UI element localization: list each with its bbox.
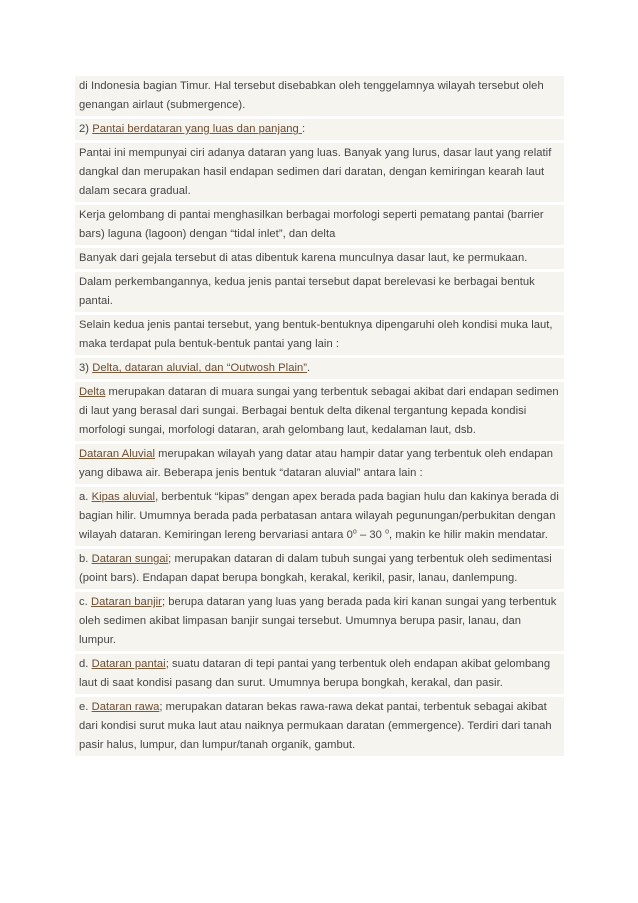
paragraph (75, 358, 564, 379)
paragraph (75, 654, 564, 694)
underlined-term: Pantai berdataran yang luas dan panjang (92, 123, 302, 135)
paragraph-text: e. (79, 701, 92, 713)
paragraph-text: , makin ke hilir makin mendatar. (389, 529, 548, 541)
underlined-term: Dataran pantai (91, 658, 166, 670)
paragraph-text: c. (79, 596, 91, 608)
paragraph-text: a. (79, 491, 92, 503)
paragraph (75, 205, 564, 245)
underlined-term: Dataran banjir (90, 596, 162, 608)
paragraph (75, 143, 564, 202)
paragraph (75, 487, 564, 546)
paragraph-text: , berbentuk “kipas” dengan apex berada pada bagian hulu dan kakinya berada di bagian hilir. Umumnya berada pada perbatasan antara wilayah pegunungan/perbukitan dengan wilayah dataran. Kemiringan lereng bervariasi antara 0 (79, 491, 559, 541)
paragraph-text: ; merupakan dataran di dalam tubuh sungai yang terbentuk oleh sedimentasi (point bars). Endapan dapat berupa bongkah, kerakal, kerikil, pasir, lanau, danlempung. (79, 553, 552, 584)
paragraph-text: merupakan wilayah yang datar atau hampir datar yang terbentuk oleh endapan yang dibawa air. Beberapa jenis bentuk “dataran aluvial” antara lain : (79, 448, 554, 479)
paragraph-text: ; berupa dataran yang luas yang berada pada kiri kanan sungai yang terbentuk oleh sedimen akibat limpasan banjir sungai tersebut. Umumnya berupa pasir, lanau, dan lumpur. (79, 596, 557, 646)
paragraph (75, 272, 564, 312)
underlined-term: Dataran Aluvial (79, 448, 155, 460)
paragraph-text: 3) (79, 362, 93, 374)
paragraph (75, 315, 564, 355)
paragraph-text: di Indonesia bagian Timur. Hal tersebut disebabkan oleh tenggelamnya wilayah tersebut oleh genangan airlaut (submergence). (79, 80, 544, 111)
paragraph-text: ; merupakan dataran bekas rawa-rawa dekat pantai, terbentuk sebagai akibat dari kondisi surut muka laut atau naiknya permukaan daratan (emmergence). Terdiri dari tanah pasir halus, lumpur, dan lumpur/tanah organik, gambut. (79, 701, 552, 751)
paragraph-text: Dalam perkembangannya, kedua jenis pantai tersebut dapat berelevasi ke berbagai bentuk pantai. (79, 276, 535, 307)
underlined-term: Delta (79, 386, 106, 398)
paragraph-text: 2) (79, 123, 93, 135)
paragraph-text: – 30 (356, 529, 386, 541)
paragraph-text: Selain kedua jenis pantai tersebut, yang bentuk-bentuknya dipengaruhi oleh kondisi muka laut, maka terdapat pula bentuk-bentuk pantai yang lain : (79, 319, 553, 350)
underlined-term: Dataran sungai (91, 553, 169, 565)
paragraph (75, 697, 564, 756)
paragraph-text: . (307, 362, 311, 374)
paragraph (75, 119, 564, 140)
degree-superscript: o (385, 528, 390, 536)
paragraph-text: Banyak dari gejala tersebut di atas dibentuk karena munculnya dasar laut, ke permukaan. (79, 252, 528, 264)
paragraph (75, 248, 564, 269)
paragraph (75, 382, 564, 441)
paragraph-text: Kerja gelombang di pantai menghasilkan berbagai morfologi seperti pematang pantai (barrier bars) laguna (lagoon) dengan “tidal inlet”, dan delta (79, 209, 544, 240)
paragraph-text: merupakan dataran di muara sungai yang terbentuk sebagai akibat dari endapan sedimen di laut yang berasal dari sungai. Berbagai bentuk delta dikenal tergantung kepada kondisi morfologi sungai, morfologi dataran, arah gelombang laut, kedalaman laut, dsb. (79, 386, 559, 436)
paragraph-text: : (301, 123, 306, 135)
underlined-term: Delta, dataran aluvial, dan “Outwosh Plain” (92, 362, 308, 374)
underlined-term: Dataran rawa (91, 701, 160, 713)
paragraph-text: b. (79, 553, 92, 565)
paragraph-text: Pantai ini mempunyai ciri adanya dataran yang luas. Banyak yang lurus, dasar laut yang relatif dangkal dan merupakan hasil endapan sedimen dari daratan, dengan kemiringan kearah laut dalam secara gradual. (79, 147, 552, 197)
paragraph (75, 76, 564, 116)
underlined-term: Kipas aluvial (91, 491, 156, 503)
document-body (75, 76, 564, 759)
paragraph (75, 592, 564, 651)
paragraph (75, 549, 564, 589)
paragraph (75, 444, 564, 484)
paragraph-text: ; suatu dataran di tepi pantai yang terbentuk oleh endapan akibat gelombang laut di saat kondisi pasang dan surut. Umumnya berupa bongkah, kerakal, dan pasir. (79, 658, 551, 689)
paragraph-text: d. (79, 658, 92, 670)
degree-superscript: o (352, 528, 357, 536)
